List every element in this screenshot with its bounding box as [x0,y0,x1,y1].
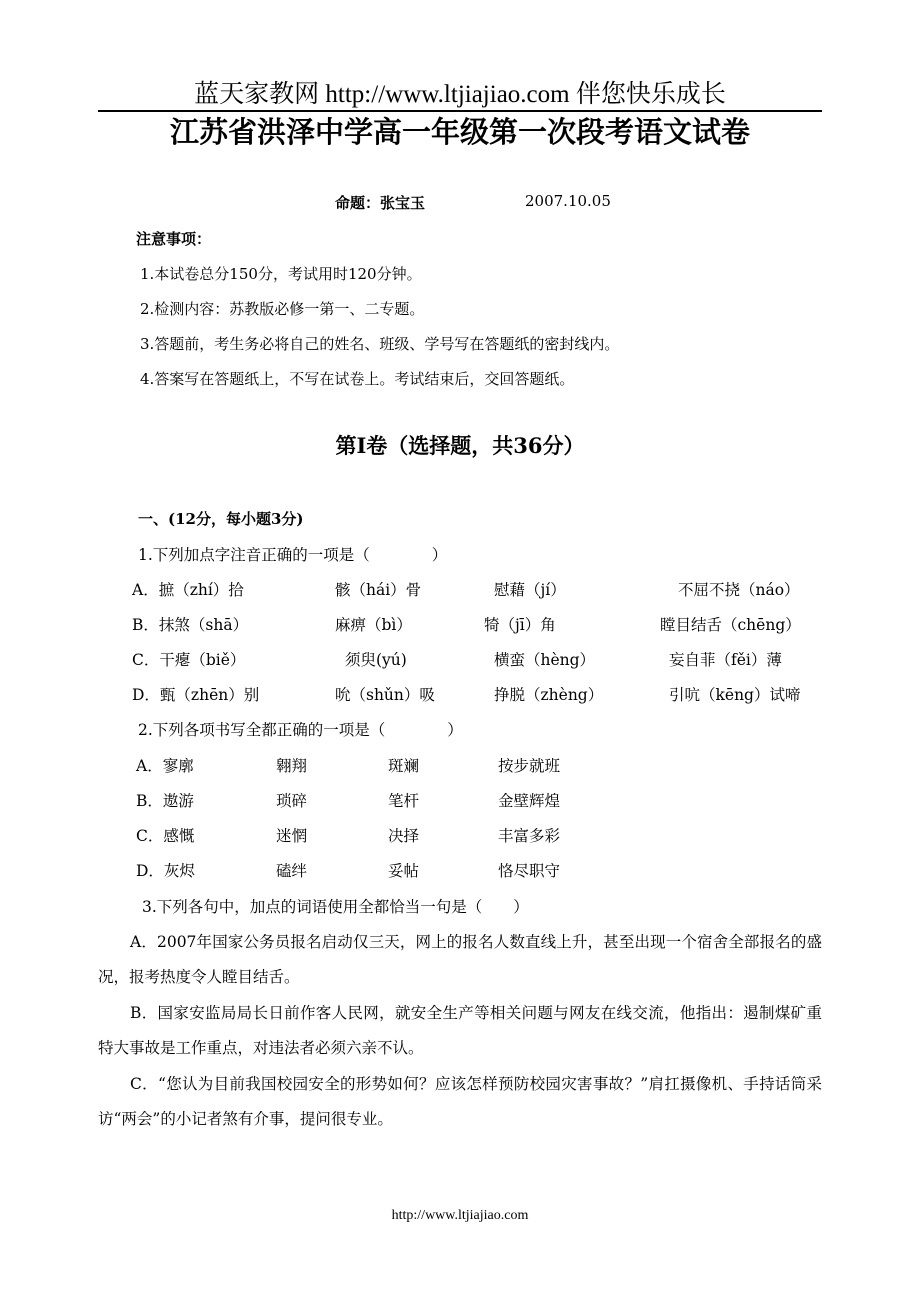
q2-option-b-1: B．遨游 [136,792,194,810]
q2-option-c-4: 丰富多彩 [498,827,561,845]
q2-option-b-2: 琐碎 [276,792,308,810]
notice-item: 2.检测内容：苏教版必修一第一、二专题。 [140,300,425,318]
exam-date: 2007.10.05 [525,192,611,210]
question-2-prompt: 2.下列各项书写全都正确的一项是（ ） [138,721,463,739]
page-footer-url: http://www.ltjiajiao.com [391,1208,529,1223]
q1-option-b-4: 瞠目结舌（chēng） [660,616,801,634]
q1-option-a-2: 骸（hái）骨 [335,581,422,599]
section-title: 一、(12分，每小题3分) [138,510,304,528]
site-header: 蓝天家教网 http://www.ltjiajiao.com 伴您快乐成长 [194,81,726,108]
q1-option-c-2: 须臾(yú) [345,651,407,669]
q3-option-c: C．“您认为目前我国校园安全的形势如何？应该怎样预防校园灾害事故？”肩扛摄像机、手持话筒采访“两会”的小记者煞有介事，提问很专业。 [98,1075,822,1128]
q1-option-b-1: B．抹煞（shā） [132,616,249,634]
question-3-prompt: 3.下列各句中，加点的词语使用全都恰当一句是（ ） [142,898,529,916]
q2-option-a-1: A．寥廓 [136,757,194,775]
q1-option-a-3: 慰藉（jí） [494,581,566,599]
q2-option-c-1: C．感慨 [136,827,195,845]
q2-option-c-2: 迷惘 [276,827,308,845]
q2-option-b-3: 笔杆 [388,792,420,810]
q1-option-c-4: 妄自菲（fěi）薄 [669,651,782,669]
notice-title: 注意事项： [136,230,212,248]
q2-option-a-3: 斑斓 [388,757,420,775]
q1-option-b-2: 麻痹（bì） [335,616,412,634]
q2-option-d-1: D．灰烬 [136,862,195,880]
q2-option-c-3: 决择 [388,827,420,845]
q2-option-b-4: 金壁辉煌 [498,792,561,810]
q1-option-d-1: D．甄（zhēn）别 [132,686,260,704]
notice-item: 1.本试卷总分150分，考试用时120分钟。 [140,265,422,283]
q3-option-b: B．国家安监局局长日前作客人民网，就安全生产等相关问题与网友在线交流，他指出：遏制煤矿重特大事故是工作重点，对违法者必须六亲不认。 [98,1004,822,1057]
q3-option-a: A．2007年国家公务员报名启动仅三天，网上的报名人数直线上升，甚至出现一个宿舍全部报名的盛况，报考热度令人瞠目结舌。 [98,933,822,986]
q1-option-a-4: 不屈不挠（náo） [678,581,800,599]
notice-item: 3.答题前，考生务必将自己的姓名、班级、学号写在答题纸的密封线内。 [140,335,620,353]
q2-option-a-4: 按步就班 [498,757,561,775]
q1-option-c-1: C．干瘪（biě） [132,651,246,669]
part-title: 第Ⅰ卷（选择题，共36分） [335,433,585,458]
q1-option-b-3: 犄（jī）角 [484,616,556,634]
exam-title: 江苏省洪泽中学高一年级第一次段考语文试卷 [169,115,750,149]
q2-option-d-3: 妥帖 [388,862,420,880]
q2-option-d-4: 恪尽职守 [498,862,561,880]
q1-option-c-3: 横蛮（hèng） [494,651,596,669]
q1-option-a-1: A．摭（zhí）拾 [132,581,244,599]
author: 命题：张宝玉 [335,194,426,212]
q1-option-d-3: 挣脱（zhèng） [494,686,604,704]
q1-option-d-4: 引吭（kēng）试啼 [669,686,801,704]
q2-option-d-2: 磕绊 [276,862,308,880]
q1-option-d-2: 吮（shǔn）吸 [335,686,435,704]
q2-option-a-2: 翱翔 [276,757,308,775]
question-1-prompt: 1.下列加点字注音正确的一项是（ ） [138,546,448,564]
notice-item: 4.答案写在答题纸上，不写在试卷上。考试结束后，交回答题纸。 [140,370,575,388]
